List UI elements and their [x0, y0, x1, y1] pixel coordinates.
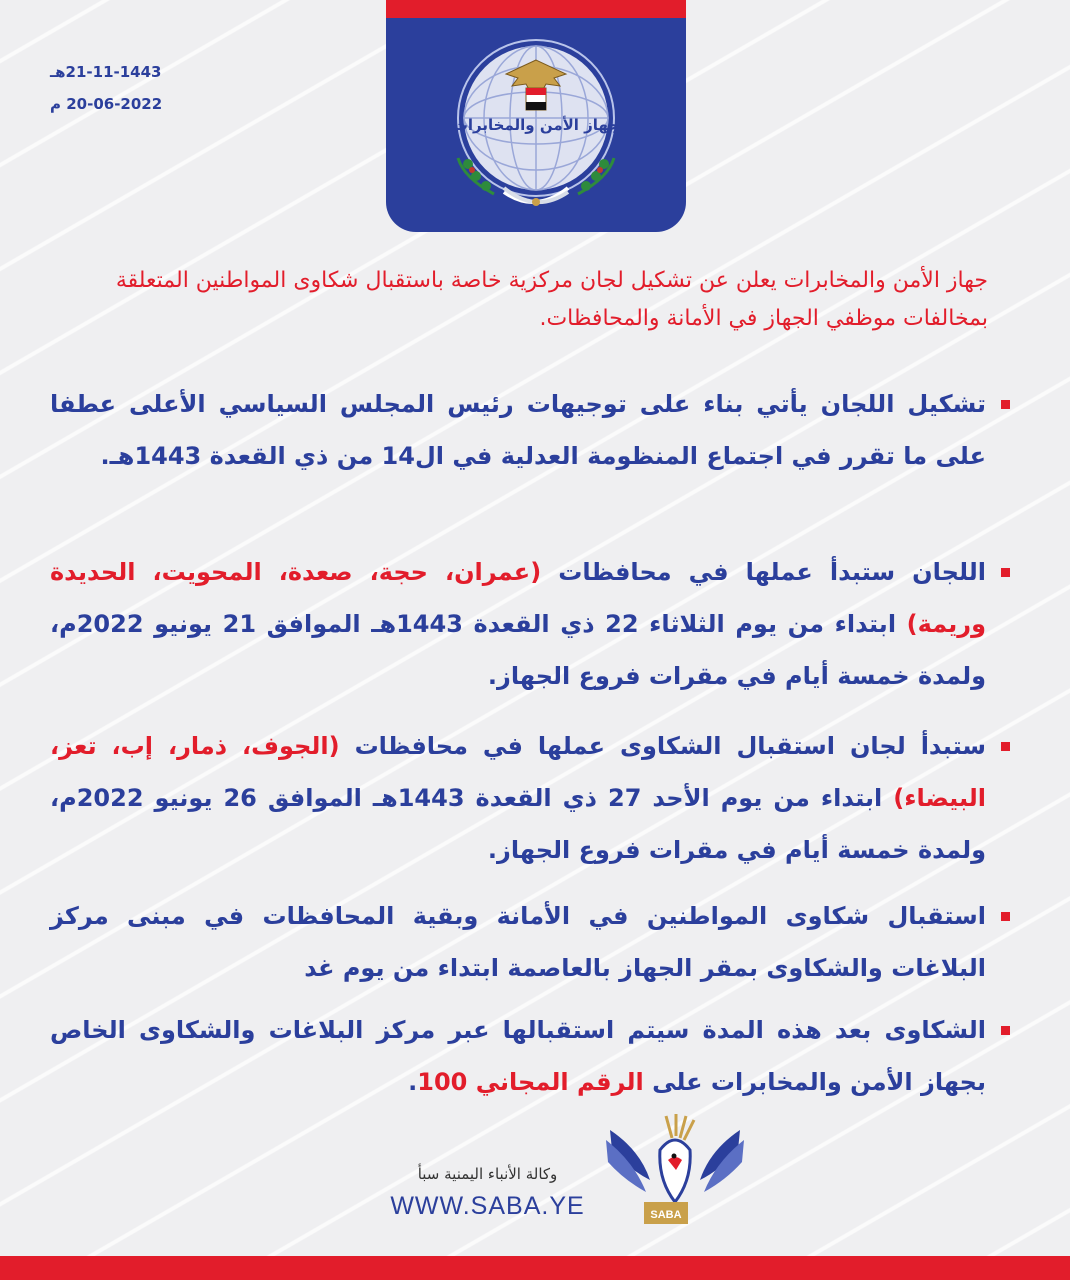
saba-logo-text: SABA [650, 1209, 682, 1221]
agency-name: وكالة الأنباء اليمنية سبأ [417, 1165, 558, 1183]
bullet-free-number: الرقم المجاني 100 [417, 1068, 644, 1096]
bullet-marker-icon [1001, 568, 1010, 577]
bullet-text-post: . [408, 1068, 418, 1096]
bullet-marker-icon [1001, 742, 1010, 751]
bullet-item [50, 890, 986, 1004]
headline: جهاز الأمن والمخابرات يعلن عن تشكيل لجان مركزية خاصة باستقبال شكاوى المواطنين المتعلقة بمخالفات موظفي الجهاز في الأمانة والمحافظات. [115, 268, 988, 331]
bullet-text: تشكيل اللجان يأتي بناء على توجيهات رئيس المجلس السياسي الأعلى عطفا على ما تقرر في اجتماع المنظومة العدلية في ال14 من ذي القعدة 1443هـ. [50, 390, 986, 470]
gregorian-date: 20-06-2022 م [50, 95, 163, 113]
bullet-list [50, 378, 986, 1114]
bullet-item [50, 720, 986, 890]
header-red-stripe [386, 0, 686, 18]
date-block [50, 56, 190, 120]
bullet-text-pre: ستبدأ لجان استقبال الشكاوى عملها في محافظات [339, 732, 986, 760]
bullet-marker-icon [1001, 1026, 1010, 1035]
footer-agency-block [385, 1162, 590, 1226]
bullet-text-pre: الشكاوى بعد هذه المدة سيتم استقبالها عبر مركز البلاغات والشكاوى الخاص بجهاز الأمن والمخابرات على [50, 1016, 986, 1096]
bullet-item [50, 378, 986, 546]
bullet-governorates: (الجوف، ذمار، إب، تعز، البيضاء) [50, 732, 987, 812]
bullet-text-post: ابتداء من يوم الثلاثاء 22 ذي القعدة 1443هـ الموافق 21 يونيو 2022م، ولمدة خمسة أيام في مقرات فروع الجهاز. [50, 610, 986, 690]
agency-url: WWW.SABA.YE [390, 1192, 585, 1220]
bullet-item [50, 546, 986, 720]
bottom-red-bar [0, 1256, 1070, 1280]
bullet-marker-icon [1001, 400, 1010, 409]
saba-logo-icon [600, 1110, 750, 1230]
bullet-text-pre: اللجان ستبدأ عملها في محافظات [541, 558, 986, 586]
emblem-text: جهاز الأمن والمخابرات [452, 116, 620, 134]
bullet-text-post: ابتداء من يوم الأحد 27 ذي القعدة 1443هـ الموافق 26 يونيو 2022م، ولمدة خمسة أيام في مقرات فروع الجهاز. [50, 784, 986, 864]
header-emblem-badge [386, 0, 686, 232]
bullet-governorates: (عمران، حجة، صعدة، المحويت، الحديدة وريمة) [50, 558, 987, 638]
bullet-text: استقبال شكاوى المواطنين في الأمانة وبقية المحافظات في مبنى مركز البلاغات والشكاوى بمقر الجهاز بالعاصمة ابتداء من يوم غد [50, 902, 986, 982]
bullet-marker-icon [1001, 912, 1010, 921]
hijri-date: 21-11-1443هـ [50, 63, 162, 81]
bullet-item [50, 1004, 986, 1114]
security-agency-emblem [386, 18, 686, 232]
